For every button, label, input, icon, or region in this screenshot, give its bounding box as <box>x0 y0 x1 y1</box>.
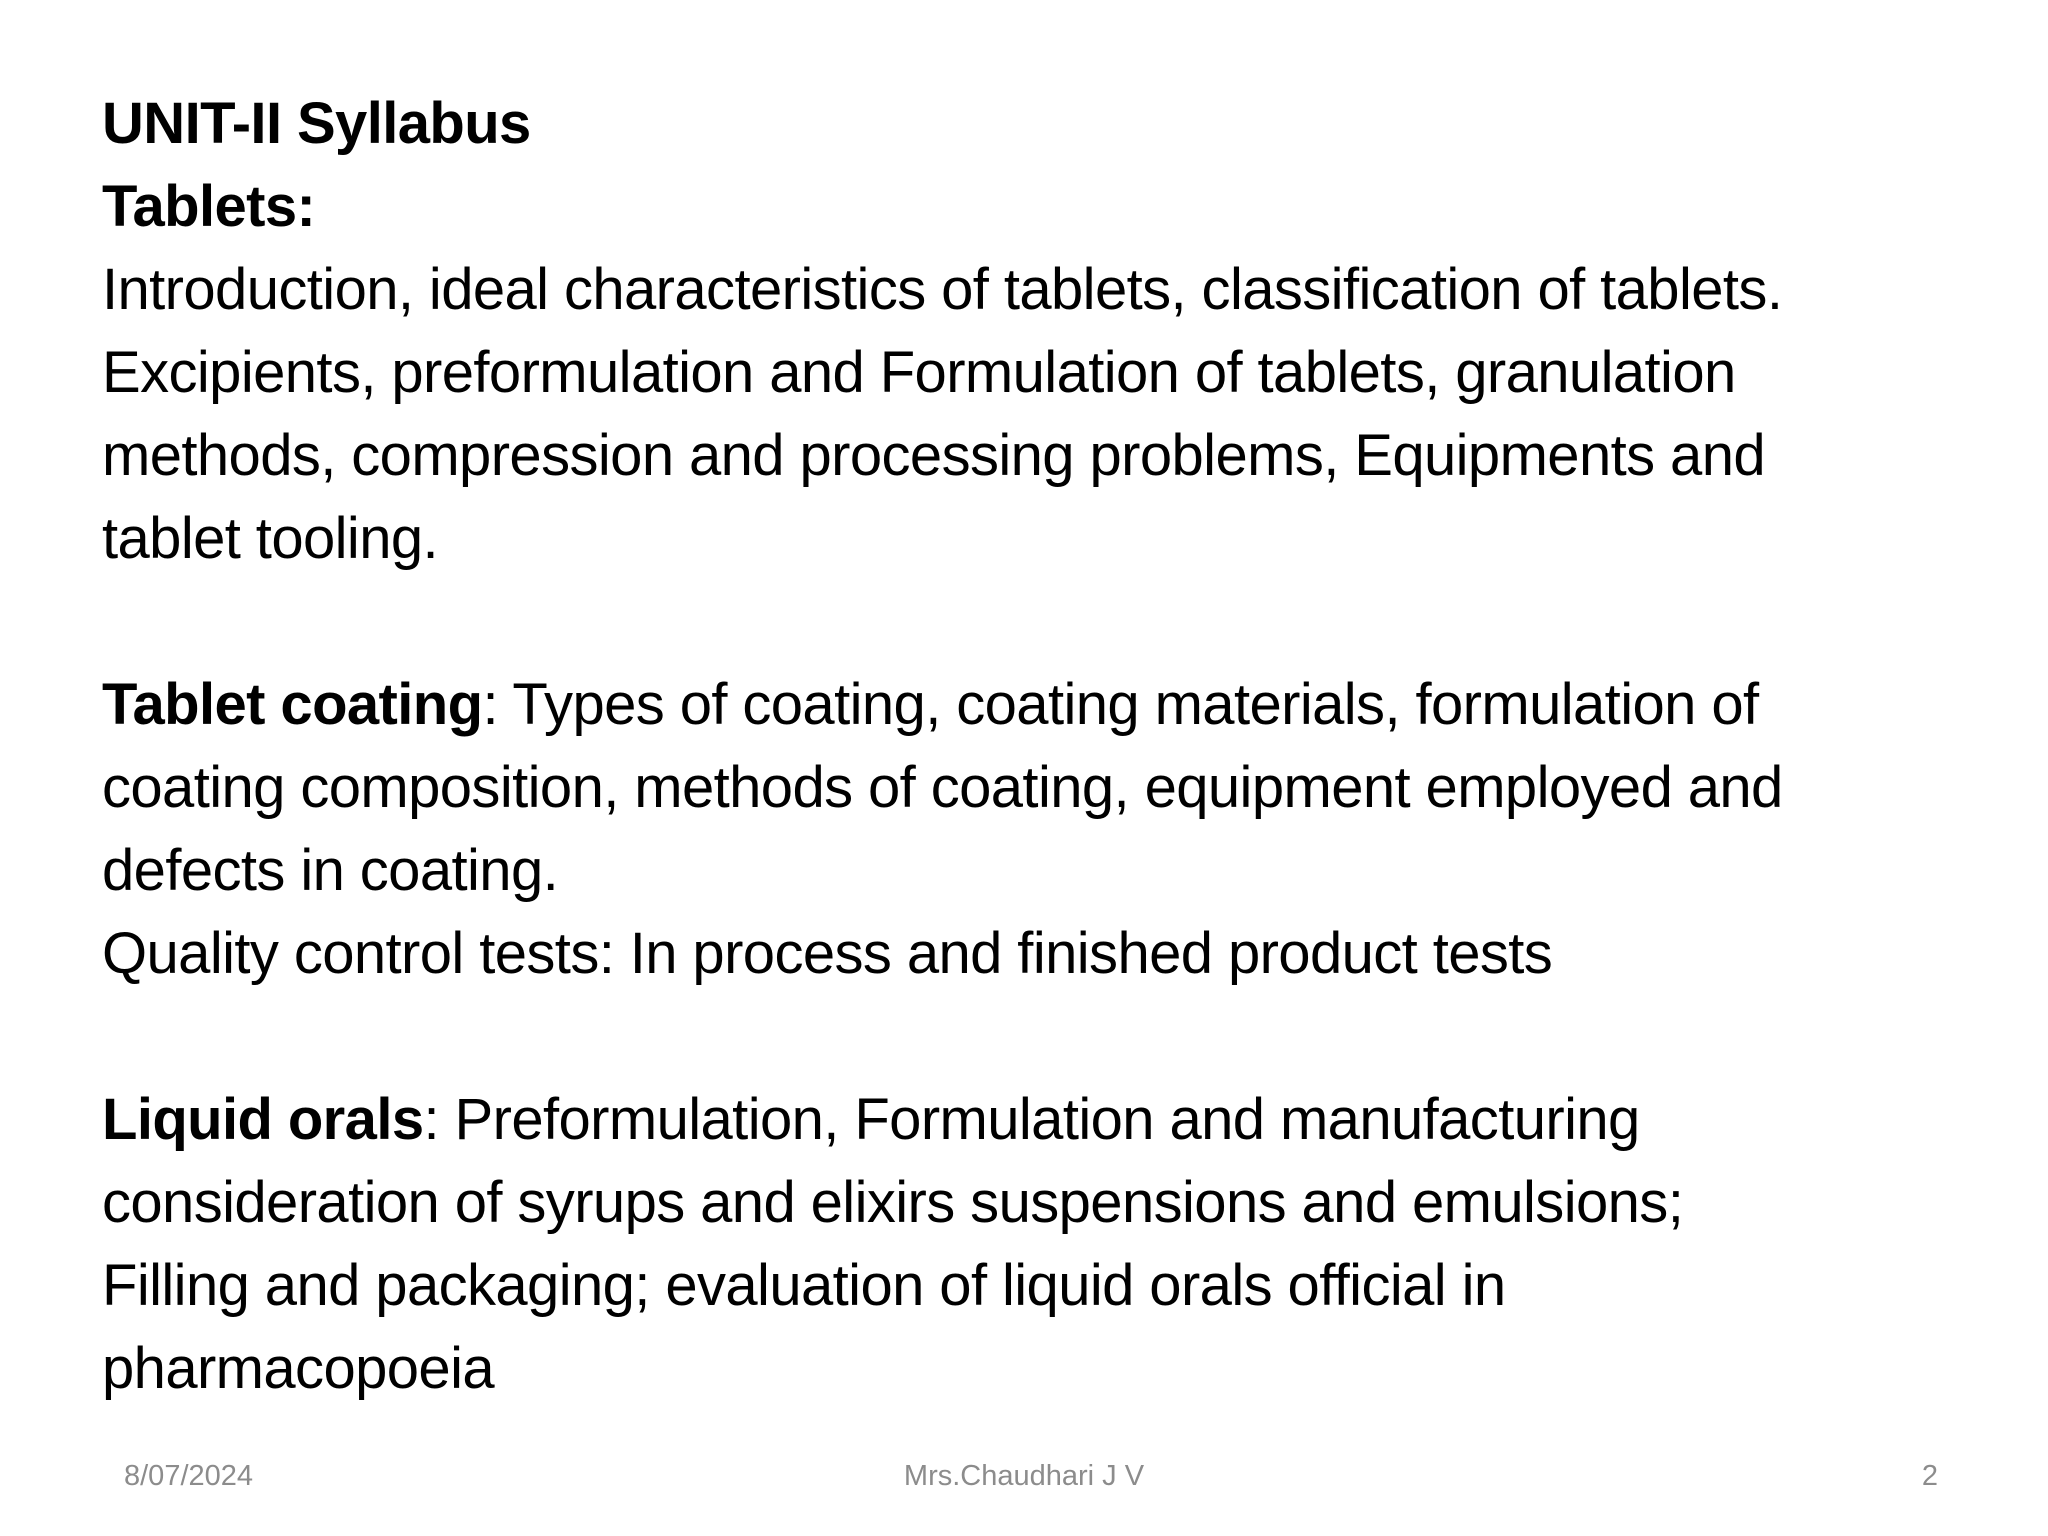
coating-line-3: defects in coating. <box>102 838 559 903</box>
coating-line-1 <box>102 663 2022 746</box>
liquid-orals-line-1 <box>102 1078 2022 1161</box>
footer-page-number: 2 <box>1921 1460 1938 1492</box>
coating-line-4: Quality control tests: In process and finished product tests <box>102 921 1553 986</box>
tablets-heading: Tablets: <box>102 174 316 239</box>
tablets-line-2: Excipients, preformulation and Formulation of tablets, granulation <box>102 340 1736 405</box>
paragraph-gap <box>102 995 2022 1078</box>
coating-line-2: coating composition, methods of coating, equipment employed and <box>102 755 1783 820</box>
liquid-orals-line-2: consideration of syrups and elixirs suspensions and emulsions; <box>102 1170 1684 1235</box>
liquid-orals-first-line-text: : Preformulation, Formulation and manufacturing <box>423 1087 1640 1152</box>
tablets-line-3: methods, compression and processing problems, Equipments and <box>102 423 1766 488</box>
liquid-orals-heading: Liquid orals <box>102 1087 424 1152</box>
tablets-line-4: tablet tooling. <box>102 506 439 571</box>
coating-heading: Tablet coating <box>102 672 483 737</box>
slide-content <box>102 82 2022 1410</box>
footer-date: 8/07/2024 <box>124 1460 254 1492</box>
coating-first-line-text: : Types of coating, coating materials, formulation of <box>482 672 1759 737</box>
footer-author: Mrs.Chaudhari J V <box>903 1460 1145 1492</box>
liquid-orals-line-4: pharmacopoeia <box>102 1336 495 1401</box>
liquid-orals-line-3: Filling and packaging; evaluation of liquid orals official in <box>102 1253 1506 1318</box>
slide-title: UNIT-II Syllabus <box>102 91 531 156</box>
paragraph-gap <box>102 580 2022 663</box>
tablets-line-1: Introduction, ideal characteristics of tablets, classification of tablets. <box>102 257 1783 322</box>
